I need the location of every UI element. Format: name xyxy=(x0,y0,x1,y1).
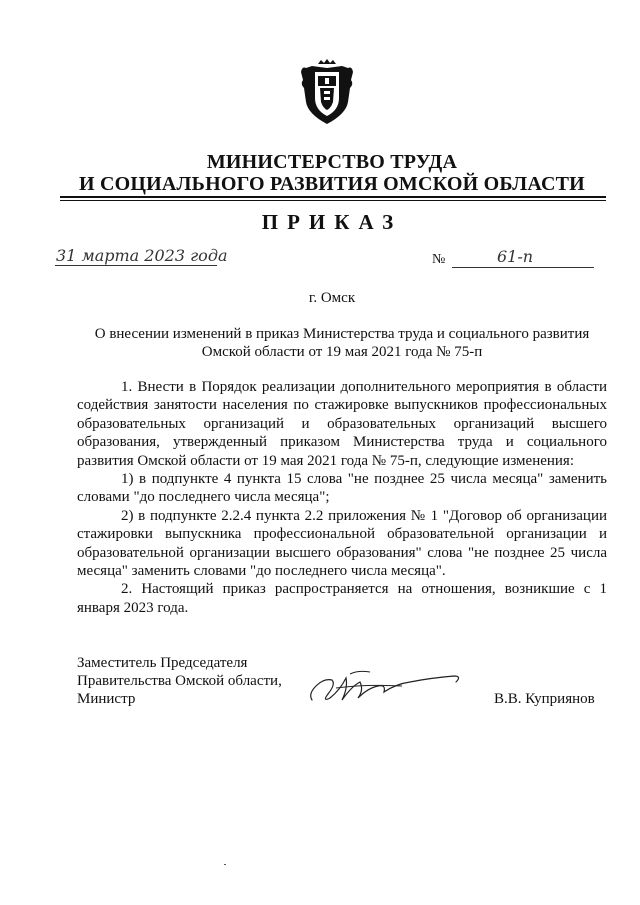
number-underline xyxy=(452,267,594,268)
city-name: г. Омск xyxy=(308,290,356,306)
header-rule-thin xyxy=(60,200,606,201)
order-body xyxy=(77,378,607,617)
signatory-title-line2: Правительства Омской области, xyxy=(77,673,282,689)
order-number-handwritten: 61-п xyxy=(497,247,534,266)
subparagraph-1-2: 2) в подпункте 2.2.4 пункта 2.2 приложения № 1 "Договор об организации стажировки выпускника профессиональной образовательной организации и образовательной организации высшего образования" слова "не позднее 25 числа месяца" заменить словами "до последнего числа месяца". xyxy=(77,507,607,580)
header-rule xyxy=(60,196,606,198)
handwritten-signature xyxy=(306,664,466,708)
signatory-name: В.В. Куприянов xyxy=(494,691,595,707)
subparagraph-1-1: 1) в подпункте 4 пункта 15 слова "не позднее 25 числа месяца" заменить словами "до последнего числа месяца"; xyxy=(77,471,607,506)
ministry-name-line2: И СОЦИАЛЬНОГО РАЗВИТИЯ ОМСКОЙ ОБЛАСТИ xyxy=(79,173,585,195)
coat-of-arms-icon xyxy=(298,58,356,126)
order-subject: О внесении изменений в приказ Министерства труда и социального развития Омской области от 19 мая 2021 года № 75-п xyxy=(94,326,590,360)
ministry-name-line1: МИНИСТЕРСТВО ТРУДА xyxy=(206,151,458,173)
paragraph-1: 1. Внести в Порядок реализации дополнительного мероприятия в области содействия занятости населения по стажировке выпускников профессиональных образовательных организаций и образовательных организаций высшего образования, утвержденный приказом Министерства труда и социального развития Омской области от 19 мая 2021 года № 75-п, следующие изменения: xyxy=(77,379,607,469)
paragraph-2: 2. Настоящий приказ распространяется на отношения, возникшие с 1 января 2023 года. xyxy=(77,581,607,616)
signatory-title-line3: Министр xyxy=(77,691,136,707)
order-date-handwritten: 31 марта 2023 года xyxy=(56,246,228,265)
document-type-title: ПРИКАЗ xyxy=(261,210,403,234)
date-underline xyxy=(55,265,217,266)
page-mark xyxy=(224,864,226,865)
signatory-title-line1: Заместитель Председателя xyxy=(77,655,248,671)
signatory-title xyxy=(77,654,282,708)
order-number-label: № xyxy=(432,252,446,267)
